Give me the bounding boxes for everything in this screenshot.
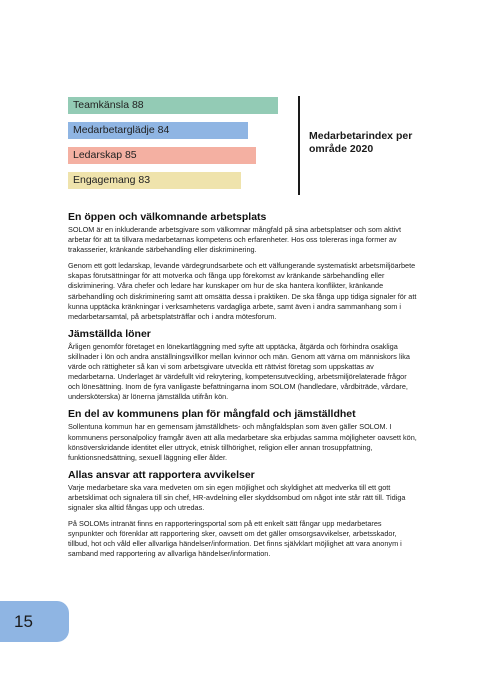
chart-divider [298, 96, 300, 195]
bar-engagemang: Engagemang 83 [68, 172, 241, 189]
section-paragraph: På SOLOMs intranät finns en rapporteringsportal som på ett enkelt sätt fångar upp medarbetares synpunkter och förenklar att rapportering sker, oavsett om det gäller omsorgsavvikelser, arbetsskador, tillbud, hot och våld eller allvarliga händelser/information. Det finns självklart möjlighet att vara anonym i samband med rapportering av allvarliga händelser/information. [68, 519, 402, 559]
section-heading-kommunens-plan: En del av kommunens plan för mångfald och jämställdhet [68, 408, 356, 421]
section-heading-rapportera-avvikelser: Allas ansvar att rapportera avvikelser [68, 468, 255, 481]
section-paragraph: Varje medarbetare ska vara medveten om sin egen möjlighet och skyldighet att medverka till ett gott arbetsklimat och signalera till sin chef, HR-avdelning eller skyddsombud om något inte står rätt till. Tidiga signaler ska alltid fångas upp och utredas. [68, 482, 406, 512]
chart-title: Medarbetarindex per område 2020 [309, 130, 413, 155]
main-content [68, 211, 418, 565]
area-index-chart [68, 97, 278, 197]
bar-teamkansla: Teamkänsla 88 [68, 97, 278, 114]
section-paragraph: Genom ett gott ledarskap, levande värdegrundsarbete och ett välfungerande systematiskt arbetsmiljöarbete skapas förutsättningar för att motverka och fånga upp förekomst av kränkande särbehandling eller diskriminering. Våra chefer och ledare har kunskaper om hur de ska hantera konflikter, kränkande särbehandling och diskriminering samt att omsätta dessa i praktiken. De ska fånga upp tidiga signaler för att kunna upptäcka kränkningar i verksamhetens vardagliga arbete, samt även i andra sammanhang som i medarbetarsamtal, på arbetsplatsträffar och i andra mötesforum. [68, 261, 417, 321]
section-heading-jamstallda-loner: Jämställda löner [68, 327, 151, 340]
section-paragraph: Årligen genomför företaget en lönekartläggning med syfte att upptäcka, åtgärda och förhindra osakliga skillnader i lön och andra anställningsvillkor mellan kvinnor och män. Genom att värna om människors lika värde och rättigheter så kan vi som arbetsgivare utveckla ett rättvist företag som uppskattas av medarbetarna. Underlaget är värdefullt vid rekrytering, kompetensutveckling, arbetsmiljörelaterade frågor och lönesättning. Inom de fyra vanligaste befattningarna inom SOLOM (handledare, vårdbiträde, vårdare, undersköterska) är lönerna jämställda utifrån kön. [68, 341, 410, 402]
section-heading-oppen-arbetsplats: En öppen och välkomnande arbetsplats [68, 211, 267, 223]
bar-medarbetarGladje: Medarbetarglädje 84 [68, 122, 248, 139]
section-paragraph: SOLOM är en inkluderande arbetsgivare som välkomnar mångfald på sina arbetsplatser och som aktivt arbetar för att ta tillvara medarbetarnas kompetens och erfarenheter. Hos oss tolereras inga former av trakasserier, kränkande särbehandling eller diskriminering. [68, 225, 401, 255]
page-number: 15 [0, 601, 69, 642]
bar-ledarskap: Ledarskap 85 [68, 147, 256, 164]
section-paragraph: Sollentuna kommun har en gemensam jämställdhets- och mångfaldsplan som även gäller SOLOM. I kommunens personalpolicy framgår även att alla medarbetare ska erbjudas samma möjligheter oavsett kön, könsöverskridande identitet eller uttryck, etnisk tillhörighet, religion eller annan trosuppfattning, funktionsnedsättning, sexuell läggning eller ålder. [68, 422, 417, 462]
